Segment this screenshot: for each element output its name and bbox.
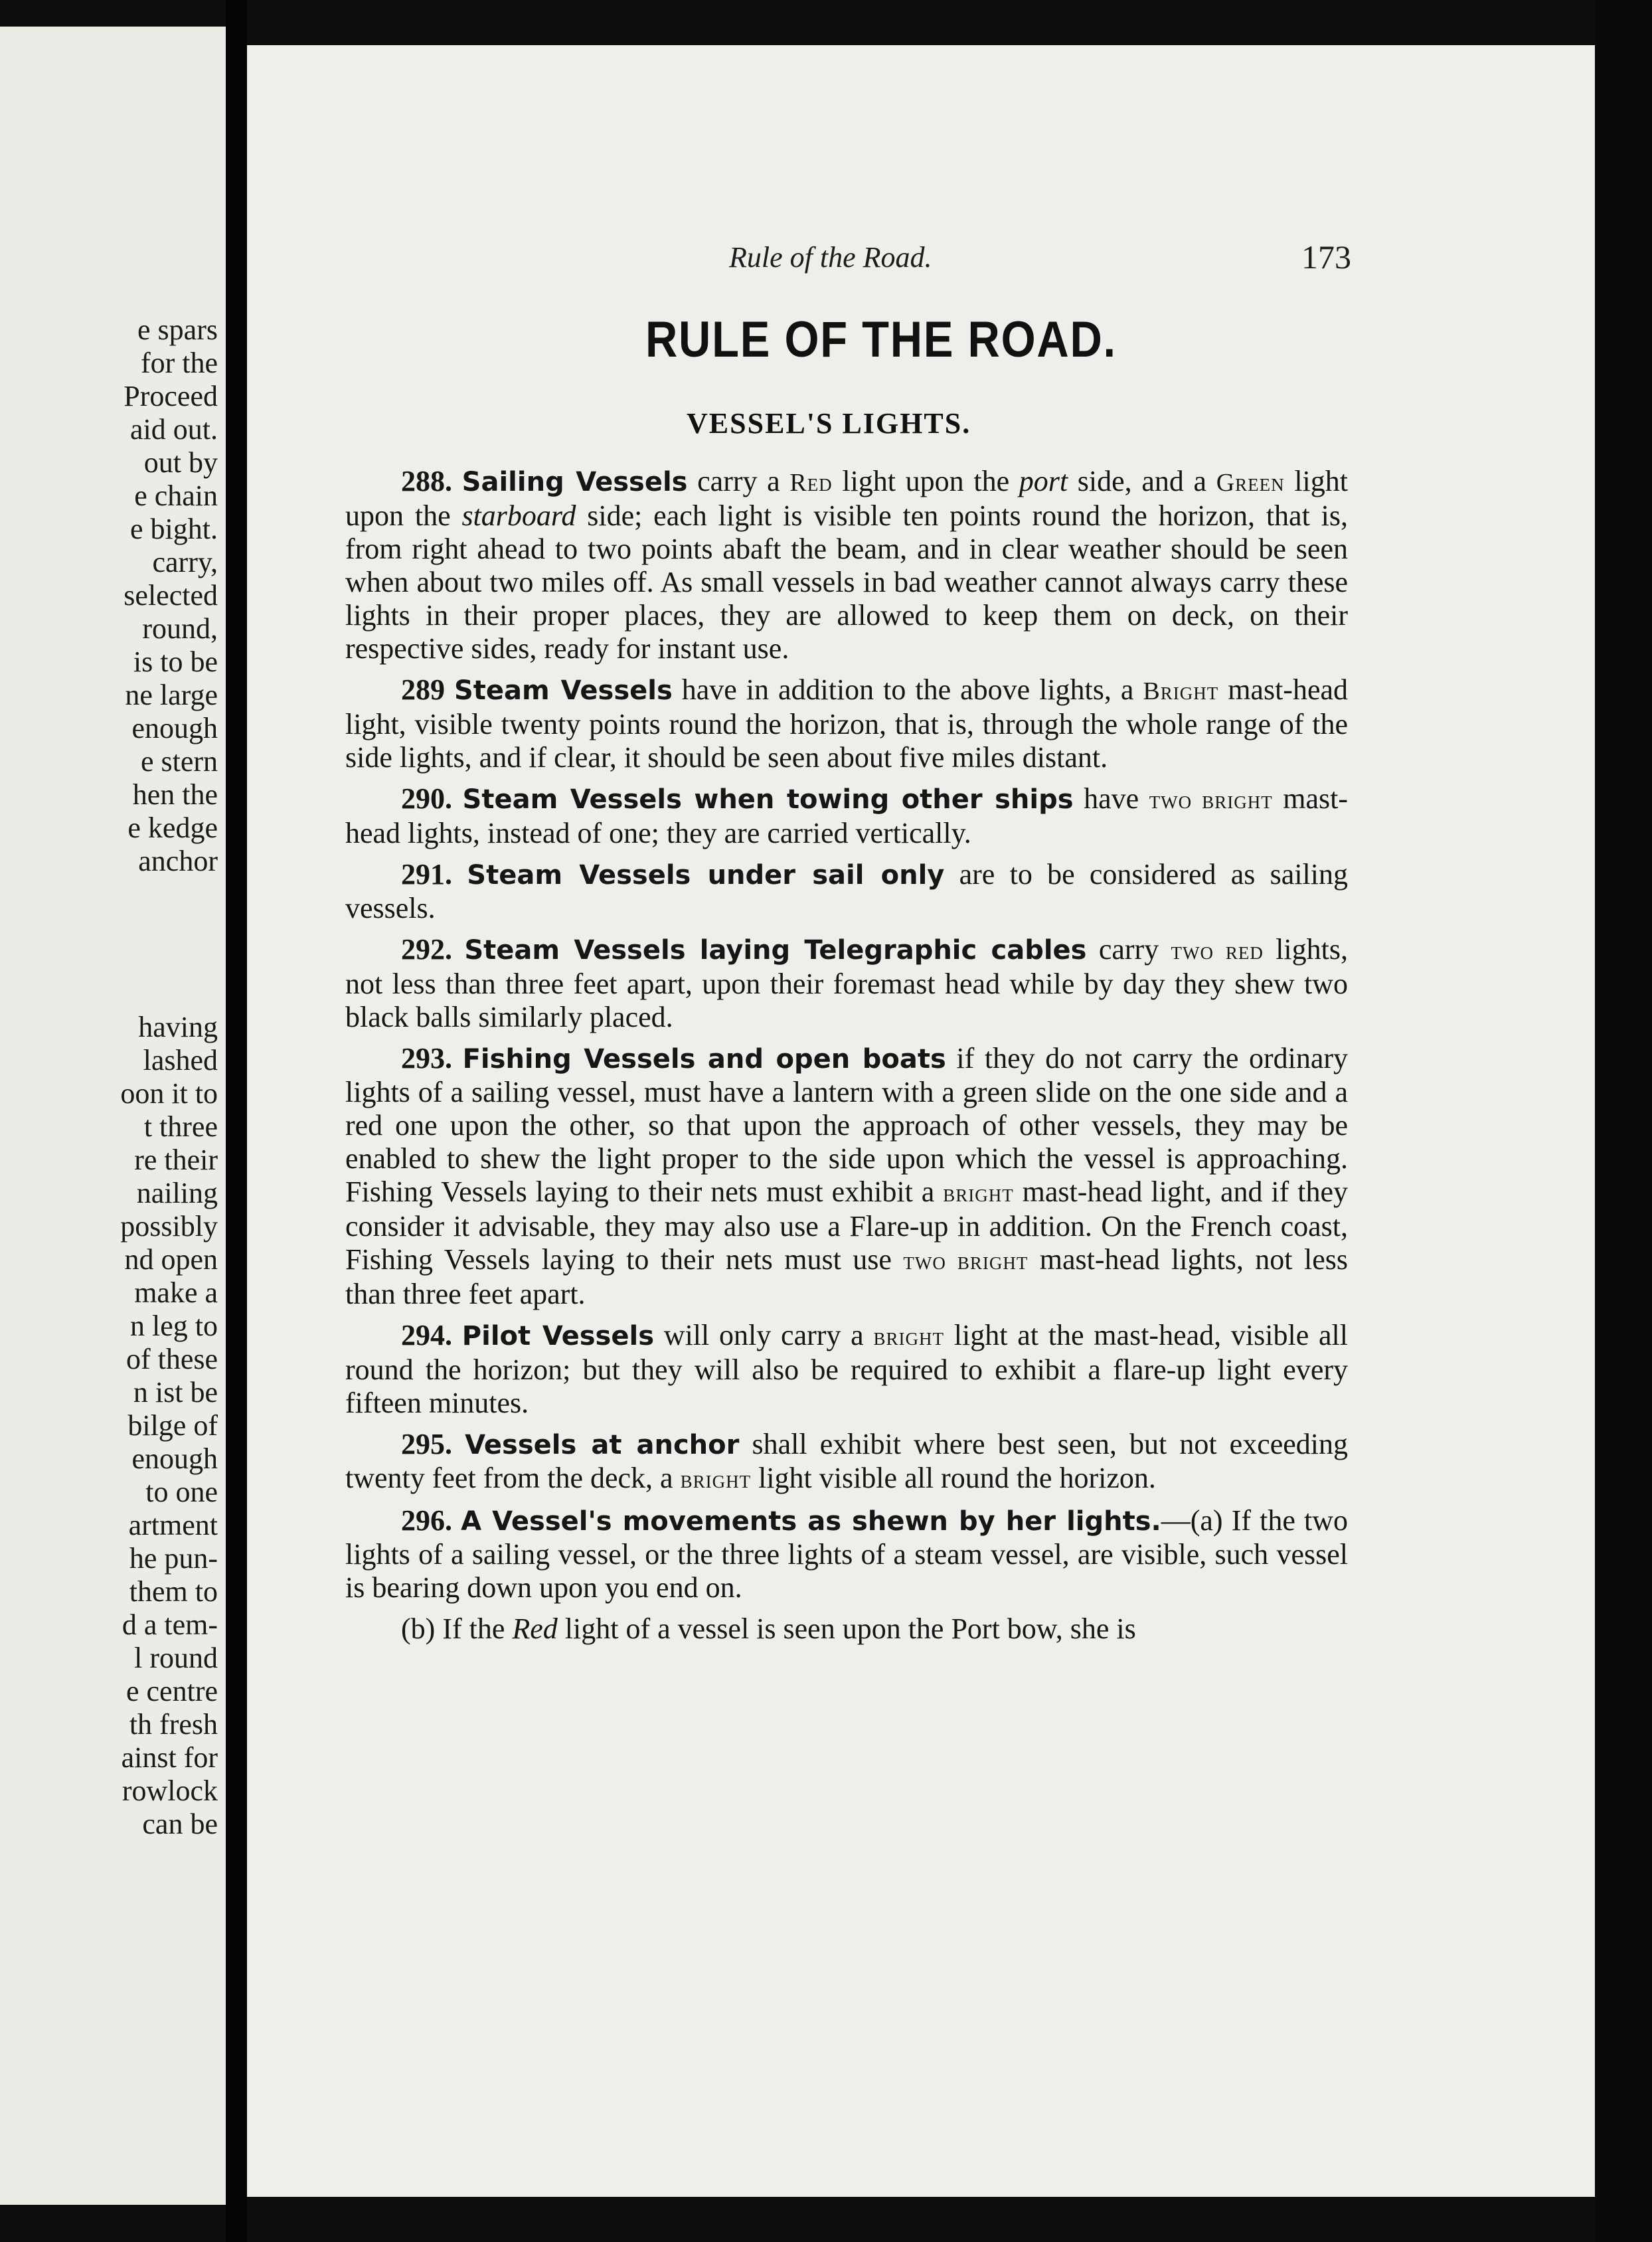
- italic-text: starboard: [461, 499, 576, 532]
- paragraph-text: shall exhibit where best seen, but not exceeding twenty feet from the deck, a: [345, 1428, 1349, 1494]
- left-page-line: e chain: [134, 479, 218, 512]
- left-page-line: artment: [128, 1509, 218, 1541]
- left-page-line: l round: [134, 1642, 218, 1674]
- left-page-line: th fresh: [129, 1708, 218, 1741]
- paragraph-text: light at the mast-head, visible all round the horizon; but they will also be required to exhibit a flare-up light every fifteen minutes.: [345, 1319, 1348, 1419]
- left-page-line: oon it to: [120, 1077, 218, 1110]
- paragraph-296b: [345, 1612, 1348, 1646]
- paragraph-293: [345, 1042, 1348, 1311]
- paragraph-text: will only carry a: [654, 1319, 874, 1351]
- paragraph-text: if they do not carry the ordinary lights of a sailing vessel, must have a lantern with a green slide on the one side and a red one upon the other, so that upon the approach of other vessels, they may be enabled to shew the light proper to the side upon which the vessel is approaching. Fishing Vessels laying to their nets must exhibit a: [345, 1042, 1348, 1208]
- paragraph-text: carry a: [687, 465, 790, 497]
- left-page-line: them to: [129, 1575, 218, 1608]
- left-page-line: e stern: [140, 745, 218, 778]
- left-page-line: e bight.: [130, 513, 218, 545]
- italic-text: port: [1019, 465, 1068, 497]
- paragraph-291: [345, 858, 1348, 925]
- small-caps-text: Green: [1216, 469, 1285, 497]
- paragraph-text: light of a vessel is seen upon the Port bow, she is: [557, 1612, 1136, 1645]
- paragraph-292: [345, 933, 1348, 1034]
- left-page-line: e spars: [137, 313, 218, 346]
- left-page-line: rowlock: [122, 1774, 218, 1807]
- page-number: 173: [1301, 238, 1351, 276]
- small-caps-text: bright: [680, 1466, 752, 1494]
- paragraph-heading: Pilot Vessels: [461, 1321, 655, 1351]
- paragraph-289: [345, 673, 1348, 774]
- paragraph-heading: Fishing Vessels and open boats: [462, 1044, 946, 1075]
- paragraph-text: light upon the: [832, 465, 1019, 497]
- paragraph-text: carry: [1086, 933, 1171, 966]
- left-page-line: enough: [131, 1442, 218, 1475]
- left-page-line: round,: [142, 612, 218, 645]
- paragraph-heading: Steam Vessels: [454, 675, 673, 706]
- paragraph-number: 291.: [401, 858, 452, 891]
- left-page-line: n leg to: [130, 1310, 218, 1342]
- paragraph-288: [345, 465, 1348, 665]
- left-page-line: of these: [125, 1343, 218, 1375]
- left-page-line: carry,: [152, 546, 218, 578]
- left-page-line: having: [138, 1011, 218, 1043]
- paragraph-text: side, and a: [1068, 465, 1216, 497]
- paragraph-text: have in addition to the above lights, a: [672, 673, 1143, 706]
- paragraph-number: 290.: [401, 782, 452, 815]
- small-caps-text: Bright: [1143, 677, 1219, 705]
- small-caps-text: two red: [1171, 937, 1264, 965]
- left-page-fragment: [0, 27, 226, 2205]
- left-page-line: hen the: [132, 778, 218, 811]
- left-page-line: out by: [143, 446, 218, 479]
- book-gutter: [226, 0, 247, 2242]
- paragraph-number: 295.: [401, 1428, 452, 1460]
- paragraph-heading: Vessels at anchor: [465, 1430, 740, 1460]
- paragraph-text: side; each light is visible ten points round the horizon, that is, from right ahead to two points abaft the beam, and in clear weather should be seen when about two miles off. As small vessels in bad weather cannot always carry these lights in their proper places, they are allowed to keep them on deck, on their respective sides, ready for instant use.: [345, 499, 1348, 665]
- paragraph-number: 288.: [401, 465, 452, 497]
- paragraph-number: 296.: [401, 1504, 452, 1537]
- paragraph-heading: Steam Vessels laying Telegraphic cables: [464, 935, 1087, 966]
- paragraph-text: mast-head light, and if they consider it advisable, they may also use a Flare-up in addition. On the French coast, Fishing Vessels laying to their nets must use: [345, 1175, 1348, 1276]
- small-caps-text: bright: [873, 1323, 944, 1351]
- small-caps-text: two bright: [903, 1247, 1029, 1275]
- paragraph-text: mast-head light, visible twenty points round the horizon, that is, through the whole range of the side lights, and if clear, it should be seen about five miles distant.: [345, 673, 1349, 774]
- paragraph-text: have: [1073, 782, 1149, 815]
- paragraph-296: [345, 1504, 1348, 1604]
- paragraph-294: [345, 1319, 1348, 1420]
- left-page-line: make a: [134, 1276, 218, 1309]
- paragraph-295: [345, 1428, 1348, 1496]
- left-page-line: ainst for: [121, 1741, 218, 1774]
- left-page-line: he pun-: [129, 1542, 218, 1575]
- left-page-line: nd open: [124, 1243, 218, 1276]
- left-page-line: aid out.: [130, 413, 218, 446]
- paragraph-text: lights, not less than three feet apart, upon their foremast head while by day they shew two black balls similarly placed.: [345, 933, 1348, 1033]
- paragraph-number: 289: [401, 673, 445, 706]
- left-page-line: to one: [145, 1476, 218, 1508]
- left-page-line: n ist be: [133, 1376, 218, 1409]
- left-page-line: possibly: [120, 1210, 218, 1243]
- left-page-line: Proceed: [124, 380, 218, 412]
- paragraph-text: mast-head lights, instead of one; they are carried vertically.: [345, 782, 1348, 849]
- italic-text: Red: [512, 1612, 558, 1645]
- left-page-line: enough: [131, 712, 218, 744]
- left-page-line: ne large: [125, 679, 218, 711]
- left-page-line: t three: [143, 1110, 218, 1143]
- left-page-line: e kedge: [127, 812, 218, 844]
- paragraph-text: are to be considered as sailing vessels.: [345, 858, 1349, 924]
- paragraph-number: 292.: [401, 933, 452, 966]
- paragraph-text: light upon the: [345, 465, 1348, 532]
- paragraph-heading: Steam Vessels when towing other ships: [462, 784, 1074, 815]
- left-page-line: is to be: [133, 646, 218, 678]
- left-page-line: e centre: [126, 1675, 218, 1707]
- page-title: RULE OF THE ROAD.: [645, 311, 1117, 368]
- body-text: [345, 465, 1348, 1654]
- running-head: Rule of the Road.: [729, 241, 932, 274]
- left-page-line: bilge of: [127, 1409, 218, 1442]
- left-page-line: lashed: [143, 1044, 218, 1077]
- paragraph-number: 293.: [401, 1042, 452, 1075]
- left-page-line: can be: [142, 1808, 218, 1840]
- paragraph-text: (b) If the: [401, 1612, 513, 1645]
- small-caps-text: bright: [943, 1179, 1014, 1207]
- left-page-line: re their: [134, 1144, 218, 1176]
- left-page-line: selected: [124, 579, 218, 612]
- paragraph-text: light visible all round the horizon.: [751, 1462, 1156, 1494]
- paragraph-text: mast-head lights, not less than three feet apart.: [345, 1243, 1348, 1310]
- left-page-line: for the: [140, 347, 218, 379]
- small-caps-text: Red: [789, 469, 833, 497]
- small-caps-text: two bright: [1149, 786, 1273, 814]
- left-page-line: d a tem-: [122, 1608, 218, 1641]
- left-page-line: anchor: [138, 845, 218, 877]
- left-page-line: nailing: [136, 1177, 218, 1209]
- paragraph-290: [345, 782, 1348, 850]
- paragraph-text: —(a) If the two lights of a sailing vessel, or the three lights of a steam vessel, are visible, such vessel is bearing down upon you end on.: [345, 1504, 1349, 1604]
- paragraph-heading: Sailing Vessels: [461, 467, 688, 497]
- paragraph-heading: Steam Vessels under sail only: [467, 860, 945, 891]
- right-page-edge: [1595, 0, 1652, 2242]
- section-heading: VESSEL'S LIGHTS.: [687, 407, 971, 440]
- paragraph-number: 294.: [401, 1319, 452, 1351]
- paragraph-heading: A Vessel's movements as shewn by her lights.: [461, 1506, 1161, 1537]
